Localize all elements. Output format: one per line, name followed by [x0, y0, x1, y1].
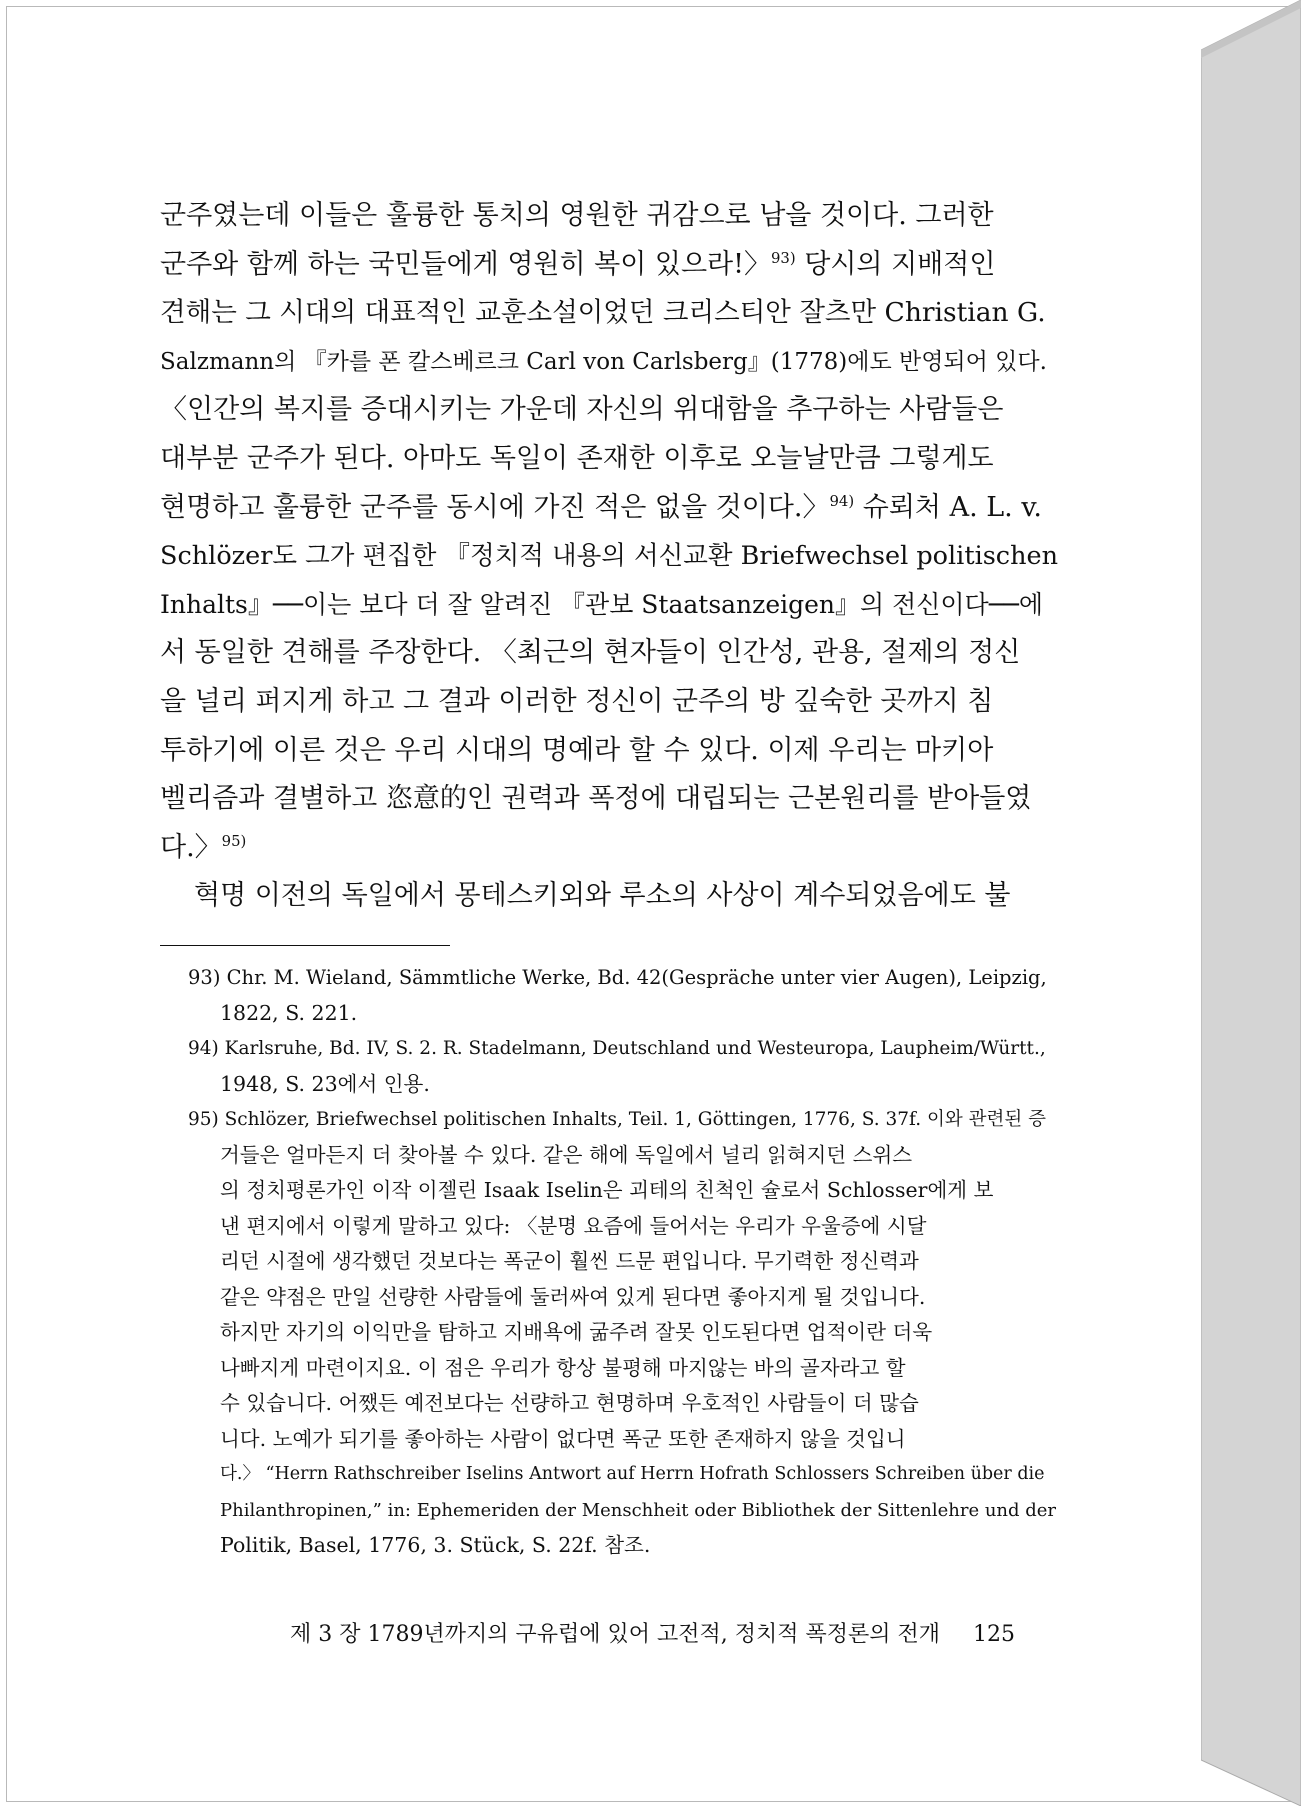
footnote-line: 나빠지게 마련이지요. 이 점은 우리가 항상 불평해 마지않는 바의 골자라고 할: [220, 1355, 906, 1380]
footnote-ref: 94): [829, 491, 855, 510]
footnote-divider: [160, 945, 450, 946]
body-line: 대부분 군주가 된다. 아마도 독일이 존재한 이후로 오늘날만큼 그렇게도: [160, 442, 994, 474]
footnote-line: 니다. 노예가 되기를 좋아하는 사람이 없다면 폭군 또한 존재하지 않을 것입니: [220, 1426, 906, 1451]
body-line: 서 동일한 견해를 주장한다. 〈최근의 현자들이 인간성, 관용, 절제의 정신: [160, 637, 1021, 669]
footnote-line: Politik, Basel, 1776, 3. Stück, S. 22f. 참조.: [220, 1533, 651, 1557]
body-line: 현명하고 훌륭한 군주를 동시에 가진 적은 없을 것이다.〉$^{94)}$ 슈뢰처 A. L. v.: [160, 491, 1042, 523]
body-line: Schlözer도 그가 편집한 『정치적 내용의 서신교환 Briefwechsel politischen: [160, 541, 1059, 572]
footnote-line: 낸 편지에서 이렇게 말하고 있다: 〈분명 요즘에 들어서는 우리가 우울증에 시달: [220, 1213, 927, 1238]
body-line: 투하기에 이른 것은 우리 시대의 명예라 할 수 있다. 이제 우리는 마키아: [160, 734, 994, 766]
body-line: 군주였는데 이들은 훌륭한 통치의 영원한 귀감으로 남을 것이다. 그러한: [160, 200, 994, 231]
footnote-line: 1822, S. 221.: [220, 1000, 358, 1025]
running-footer: [290, 1620, 1060, 1650]
body-line: 다.〉$^{95)}$: [160, 831, 247, 863]
body-line: 〈인간의 복지를 증대시키는 가운데 자신의 위대함을 추구하는 사람들은: [160, 394, 1004, 426]
footnote-line: 수 있습니다. 어쨌든 예전보다는 선량하고 현명하며 우호적인 사람들이 더 많습: [220, 1391, 919, 1415]
page-number: 125: [972, 1622, 1015, 1647]
footnote-line: 의 정치평론가인 이작 이젤린 Isaak Iselin은 괴테의 친척인 슐로서 Schlosser에게 보: [220, 1178, 994, 1202]
footnote-line: 거들은 얼마든지 더 찾아볼 수 있다. 같은 해에 독일에서 널리 읽혀지던 스위스: [220, 1142, 913, 1167]
footnote-line: 리던 시절에 생각했던 것보다는 폭군이 훨씬 드문 편입니다. 무기력한 정신력과: [220, 1249, 919, 1273]
footnotes: [188, 960, 1060, 1564]
footnote-line: 다.〉 “Herrn Rathschreiber Iselins Antwort auf Herrn Hofrath Schlossers Schreiben über die: [220, 1464, 1045, 1484]
body-line: Inhalts』──이는 보다 더 잘 알려진 『관보 Staatsanzeigen』의 전신이다──에: [160, 589, 1043, 619]
main-text: [160, 192, 1060, 921]
footnote-ref: 93): [770, 248, 796, 267]
footnote-line: 같은 약점은 만일 선량한 사람들에 둘러싸여 있게 된다면 좋아지게 될 것입니다.: [220, 1284, 926, 1309]
footnote-ref: 95): [221, 831, 247, 850]
footnote-line: 하지만 자기의 이익만을 탐하고 지배욕에 굶주려 잘못 인도된다면 업적이란 더욱: [220, 1320, 933, 1344]
body-line: Salzmann의 『카를 폰 칼스베르크 Carl von Carlsberg』(1778)에도 반영되어 있다.: [160, 348, 1047, 375]
footnote-95: 95) Schlözer, Briefwechsel politischen Inhalts, Teil. 1, Göttingen, 1776, S. 37f. 이와 관련된 증: [188, 1109, 1046, 1130]
body-line: 을 널리 퍼지게 하고 그 결과 이러한 정신이 군주의 방 깊숙한 곳까지 침: [160, 685, 994, 717]
footnote-93: 93) Chr. M. Wieland, Sämmtliche Werke, Bd. 42(Gespräche unter vier Augen), Leipzig,: [188, 966, 1047, 989]
footnote-line: Philanthropinen,” in: Ephemeriden der Menschheit oder Bibliothek der Sittenlehre und der: [220, 1499, 1057, 1521]
chapter-title: 제 3 장 1789년까지의 구유럽에 있어 고전적, 정치적 폭정론의 전개: [290, 1622, 940, 1647]
body-line: 혁명 이전의 독일에서 몽테스키외와 루소의 사상이 계수되었음에도 불: [194, 880, 1011, 912]
body-line: 벨리즘과 결별하고 恣意的인 권력과 폭정에 대립되는 근본원리를 받아들였: [160, 783, 1032, 815]
body-line: 군주와 함께 하는 국민들에게 영원히 복이 있으라!〉$^{93)}$ 당시의 지배적인: [160, 248, 996, 280]
body-line: 견해는 그 시대의 대표적인 교훈소설이었던 크리스티안 잘츠만 Christian G.: [160, 297, 1046, 329]
footnote-94: 94) Karlsruhe, Bd. IV, S. 2. R. Stadelmann, Deutschland und Westeuropa, Laupheim/Württ.,: [188, 1038, 1046, 1059]
footnote-line: 1948, S. 23에서 인용.: [220, 1071, 430, 1096]
